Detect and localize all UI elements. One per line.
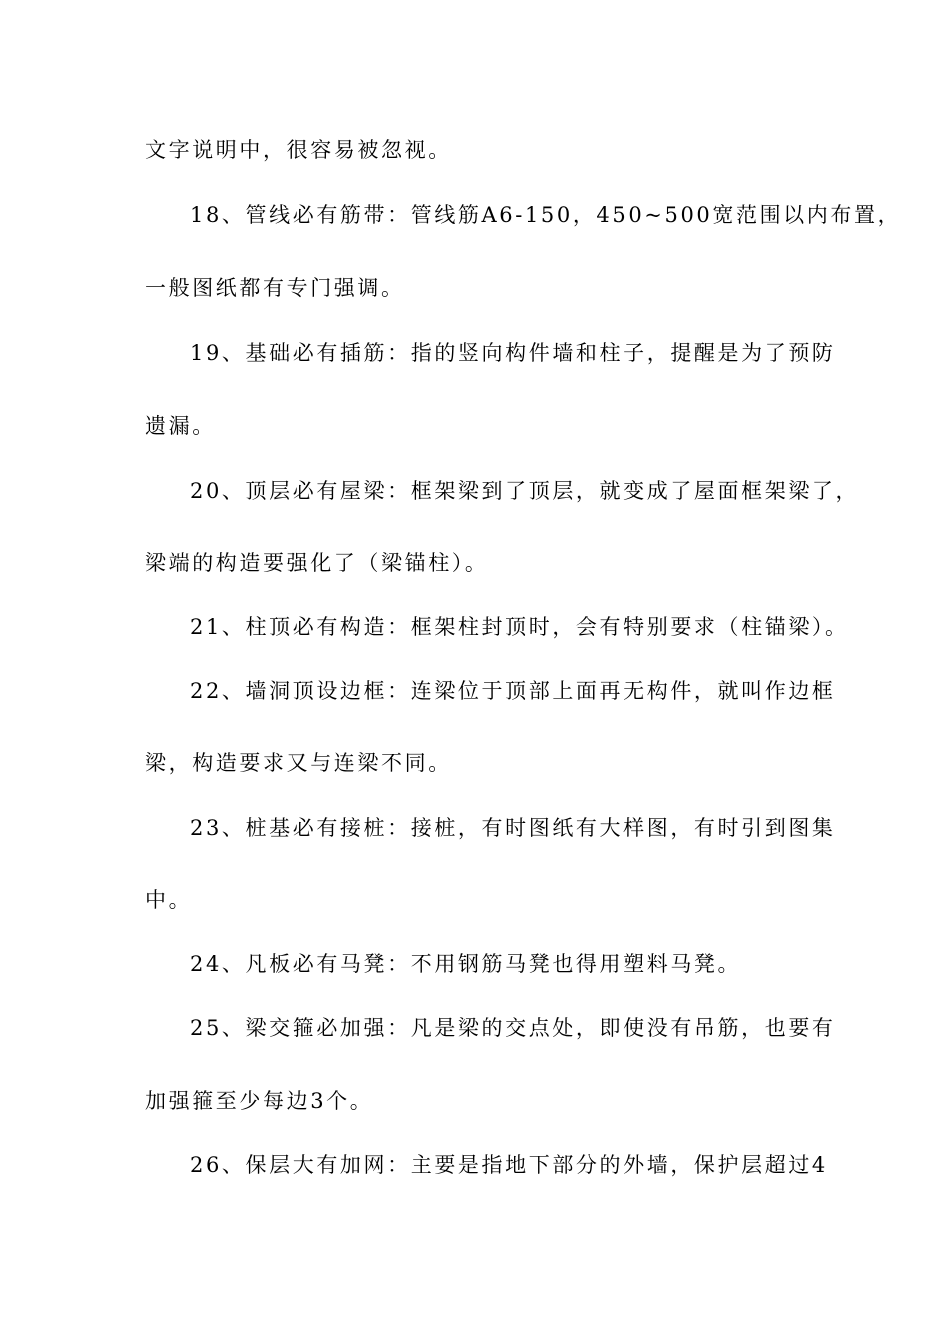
item-19-line-2: 遗漏。: [145, 414, 216, 438]
item-23-line-1: 23、桩基必有接桩：接桩，有时图纸有大样图，有时引到图集: [190, 816, 836, 840]
item-18-line-1: 18、管线必有筋带：管线筋A6-150，450~500宽范围以内布置，: [190, 203, 902, 227]
item-22-line-1: 22、墙洞顶设边框：连梁位于顶部上面再无构件，就叫作边框: [190, 679, 836, 703]
item-24-line-1: 24、凡板必有马凳：不用钢筋马凳也得用塑料马凳。: [190, 952, 742, 976]
item-19-line-1: 19、基础必有插筋：指的竖向构件墙和柱子，提醒是为了预防: [190, 341, 836, 365]
item-21-line-1: 21、柱顶必有构造：框架柱封顶时，会有特别要求（柱锚梁）。: [190, 615, 849, 639]
item-20-line-2: 梁端的构造要强化了（梁锚柱）。: [145, 551, 489, 575]
item-26-line-1: 26、保层大有加网：主要是指地下部分的外墙，保护层超过4: [190, 1153, 828, 1177]
item-22-line-2: 梁，构造要求又与连梁不同。: [145, 751, 452, 775]
item-23-line-2: 中。: [145, 888, 193, 912]
text-line-continuation: 文字说明中，很容易被忽视。: [145, 138, 452, 162]
item-20-line-1: 20、顶层必有屋梁：框架梁到了顶层，就变成了屋面框架梁了，: [190, 479, 860, 503]
item-25-line-2: 加强箍至少每边3个。: [145, 1089, 374, 1113]
item-18-line-2: 一般图纸都有专门强调。: [145, 276, 405, 300]
item-25-line-1: 25、梁交箍必加强：凡是梁的交点处，即使没有吊筋，也要有: [190, 1016, 836, 1040]
